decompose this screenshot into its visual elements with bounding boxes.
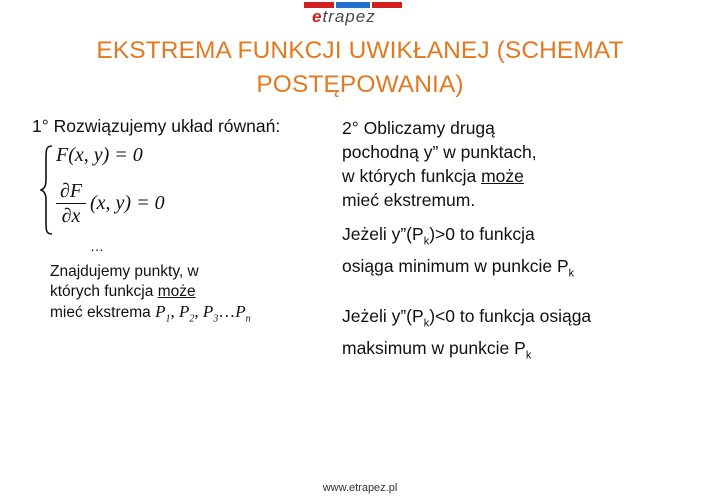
minimum-condition: Jeżeli $y”(P_k)>0$ to funkcja osiąga minimum w punkcie $P_k$: [342, 224, 575, 279]
left-brace-icon: [40, 144, 54, 236]
title-line-2: POSTĘPOWANIA): [256, 71, 464, 98]
fraction-denominator: ∂x: [61, 205, 81, 227]
equation-2-rest: (x, y) = 0: [90, 192, 165, 214]
found-line-2: których funkcja może: [50, 283, 196, 300]
found-line-1: Znajdujemy punkty, w: [50, 263, 199, 280]
left-column: [32, 114, 322, 325]
slide-title: [20, 34, 700, 102]
etrapez-logo: [300, 2, 410, 26]
ellipsis: …: [90, 238, 104, 254]
logo-text: etrapez: [312, 7, 376, 26]
fraction-numerator: ∂F: [59, 180, 83, 202]
step-1-heading: 1° Rozwiązujemy układ równań:: [32, 116, 281, 136]
points-list: $P_1$, $P_2$, $P_3\dots P_n$: [155, 302, 251, 325]
partial-derivative-fraction: [56, 180, 86, 227]
maximum-condition: Jeżeli $y”(P_k)<0$ to funkcja osiąga maksimum w punkcie $P_k$: [342, 306, 592, 361]
found-line-3: mieć ekstrema $P_1$, $P_2$, $P_3\dots P_n$: [50, 302, 251, 325]
step-2-text: 2° Obliczamy drugą pochodną y” w punktach, w których funkcja może mieć ekstremum.: [342, 118, 537, 210]
footer-url: www.etrapez.pl: [322, 482, 398, 494]
found-points-text: [50, 262, 320, 329]
title-line-1: EKSTREMA FUNKCJI UWIKŁANEJ (SCHEMAT: [96, 37, 624, 64]
equation-1: F(x, y) = 0: [56, 144, 143, 166]
equation-system: [40, 144, 200, 234]
fraction-bar: [56, 203, 86, 204]
